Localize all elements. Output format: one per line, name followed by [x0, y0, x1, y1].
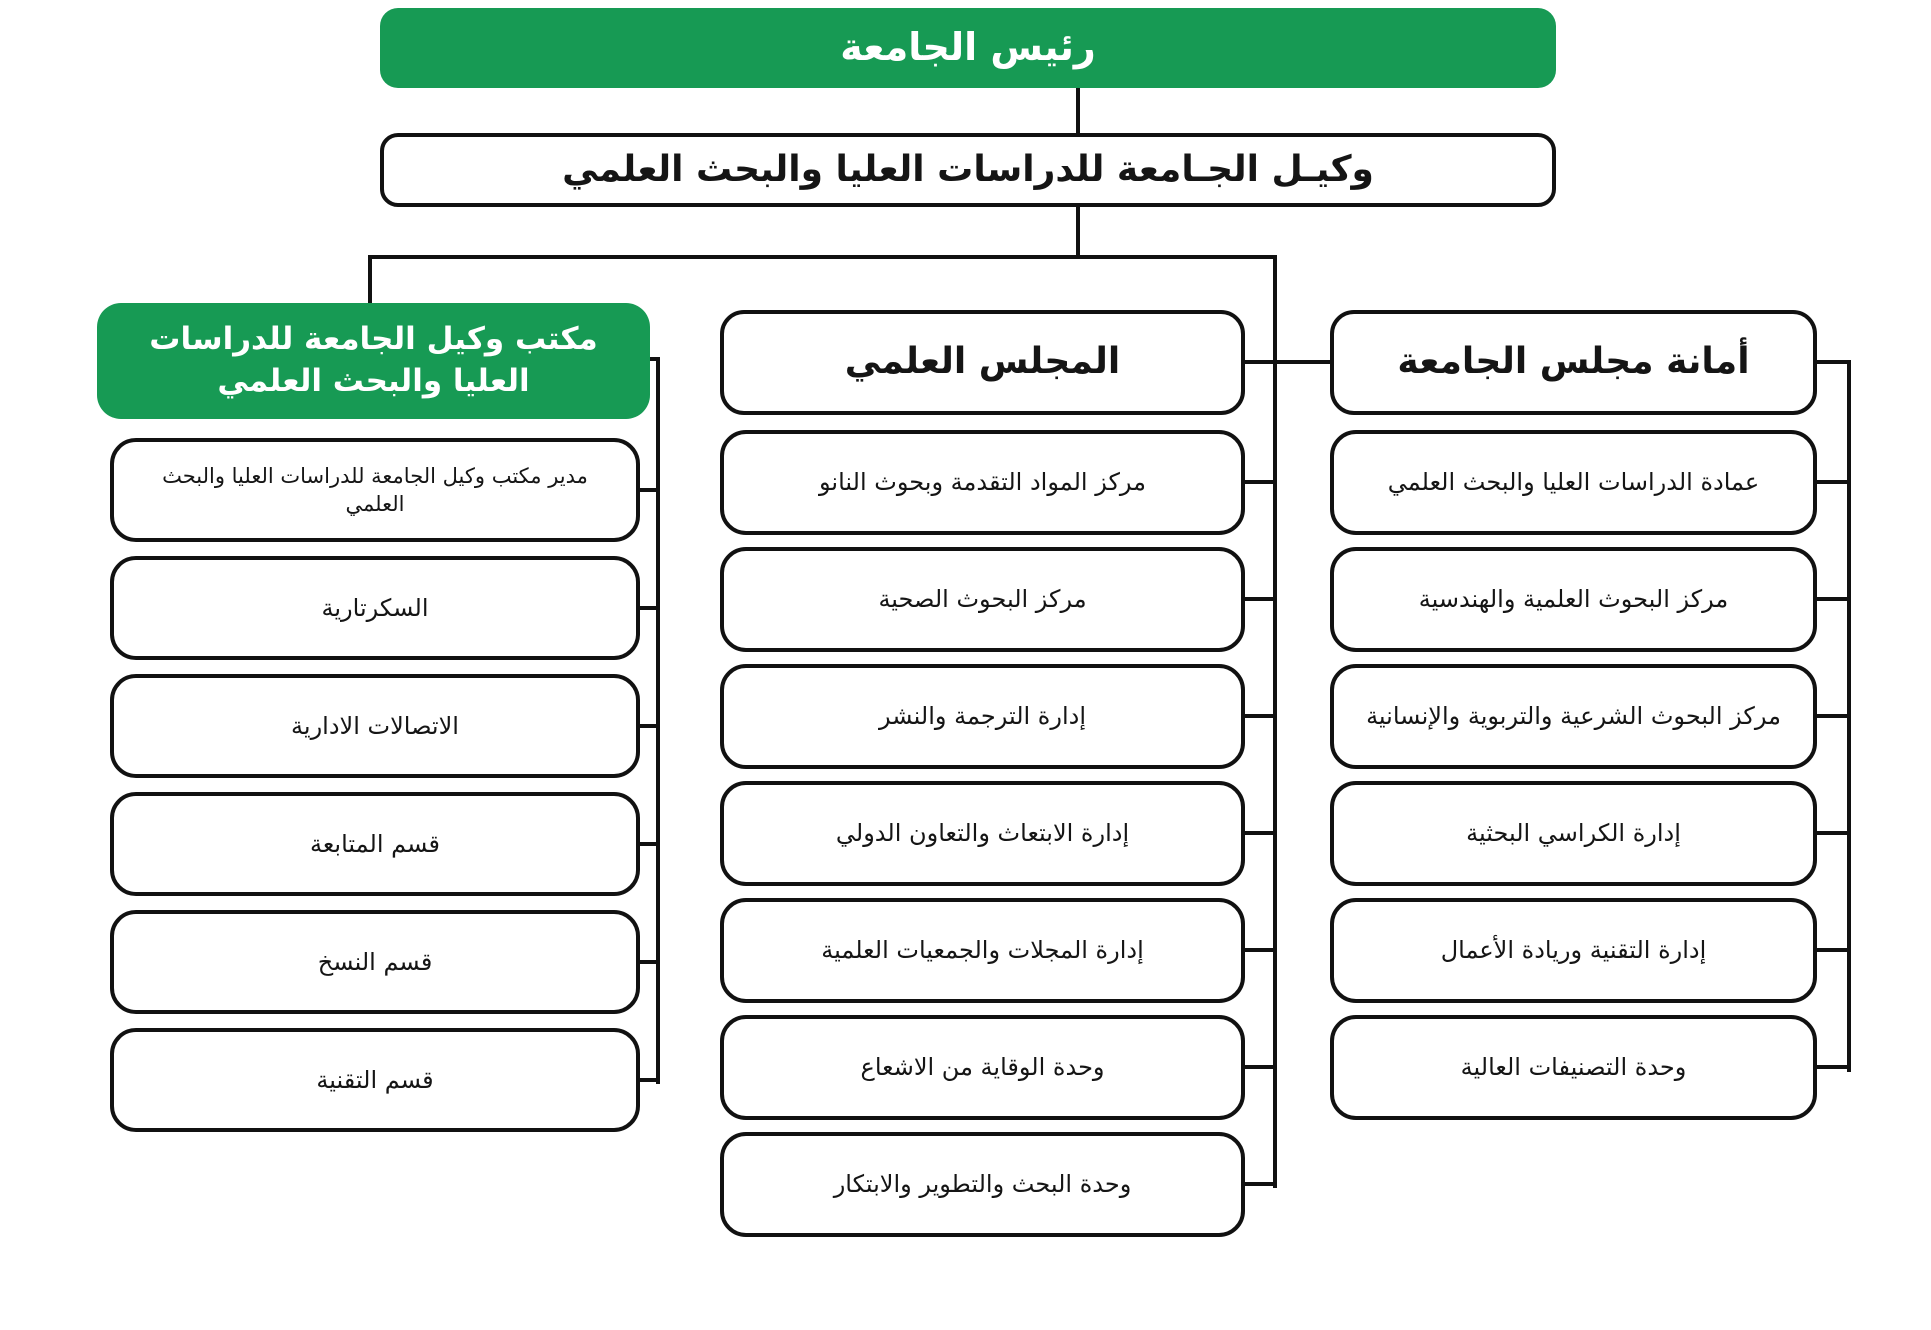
connector-stub — [1243, 1065, 1277, 1069]
node-technology-department — [110, 1028, 640, 1132]
connector-stub — [638, 488, 660, 492]
node-journals-scientific-societies — [720, 898, 1245, 1003]
node-rankings-unit — [1330, 1015, 1817, 1120]
connector-stub — [638, 1078, 660, 1082]
node-label: قسم المتابعة — [309, 829, 441, 858]
column-header-vice-president-office — [97, 303, 650, 419]
node-president — [380, 8, 1556, 88]
node-label: وحدة التصنيفات العالية — [1460, 1053, 1687, 1082]
connector-stub — [1243, 480, 1277, 484]
connector-stub — [1243, 597, 1277, 601]
connector-stub-secretariat-link — [1277, 360, 1330, 364]
node-label: مركز البحوث الصحية — [878, 585, 1087, 614]
connector-stub — [638, 960, 660, 964]
node-secretariat — [110, 556, 640, 660]
connector-stub — [638, 842, 660, 846]
connector-stub — [1815, 597, 1851, 601]
node-label: إدارة الابتعاث والتعاون الدولي — [835, 819, 1130, 848]
connector-stub — [1815, 714, 1851, 718]
connector-stub — [1243, 831, 1277, 835]
connector-distribution-line — [368, 255, 1277, 259]
connector-president-vice — [1076, 86, 1080, 135]
connector-stub — [1815, 831, 1851, 835]
connector-stub — [1815, 480, 1851, 484]
connector-stub — [1243, 948, 1277, 952]
node-health-research-center — [720, 547, 1245, 652]
connector-spine-left — [656, 357, 660, 1084]
node-label: رئيس الجامعة — [840, 25, 1096, 70]
node-technology-entrepreneurship — [1330, 898, 1817, 1003]
node-label: وحدة البحث والتطوير والابتكار — [833, 1170, 1132, 1199]
node-label: السكرتارية — [321, 593, 429, 622]
node-sharia-educational-humanities-research-center — [1330, 664, 1817, 769]
node-label: مركز المواد التقدمة وبحوث النانو — [819, 468, 1146, 497]
connector-drop-office-header — [368, 255, 372, 303]
node-advanced-materials-nano-center — [720, 430, 1245, 535]
node-scientific-engineering-research-center — [1330, 547, 1817, 652]
connector-stub — [1815, 1065, 1851, 1069]
connector-stub — [1243, 1182, 1277, 1186]
node-label: عمادة الدراسات العليا والبحث العلمي — [1387, 468, 1760, 497]
column-header-scientific-council — [720, 310, 1245, 415]
connector-spine-middle — [1273, 255, 1277, 1188]
node-label: مكتب وكيل الجامعة للدراسات العليا والبحث العلمي — [149, 321, 598, 399]
node-label: المجلس العلمي — [844, 341, 1121, 383]
connector-stub — [1815, 948, 1851, 952]
node-administrative-communications — [110, 674, 640, 778]
node-copying-department — [110, 910, 640, 1014]
node-graduate-studies-deanship — [1330, 430, 1817, 535]
connector-stub — [1243, 360, 1277, 364]
column-header-council-secretariat — [1330, 310, 1817, 415]
connector-stub — [638, 724, 660, 728]
node-radiation-protection-unit — [720, 1015, 1245, 1120]
node-label: قسم التقنية — [316, 1065, 434, 1094]
node-label: مركز البحوث الشرعية والتربوية والإنسانية — [1366, 702, 1781, 731]
node-label: إدارة المجلات والجمعيات العلمية — [821, 936, 1144, 965]
connector-vice-drop — [1076, 205, 1080, 259]
connector-stub — [638, 606, 660, 610]
node-label: أمانة مجلس الجامعة — [1397, 341, 1750, 383]
node-research-development-innovation-unit — [720, 1132, 1245, 1237]
node-label: وحدة الوقاية من الاشعاع — [860, 1053, 1105, 1082]
node-label: إدارة الكراسي البحثية — [1466, 819, 1681, 848]
node-research-chairs — [1330, 781, 1817, 886]
node-label: مدير مكتب وكيل الجامعة للدراسات العليا والبحث العلمي — [162, 463, 588, 516]
node-vice-president — [380, 133, 1556, 207]
connector-stub — [1243, 714, 1277, 718]
node-label: وكيـل الجـامعة للدراسات العليا والبحث العلمي — [562, 148, 1374, 190]
node-label: إدارة الترجمة والنشر — [879, 702, 1086, 731]
node-label: إدارة التقنية وريادة الأعمال — [1440, 936, 1707, 965]
node-office-director — [110, 438, 640, 542]
node-label: قسم النسخ — [317, 947, 433, 976]
node-label: الاتصالات الادارية — [291, 711, 459, 740]
node-translation-publishing — [720, 664, 1245, 769]
connector-stub — [1815, 360, 1851, 364]
node-label: مركز البحوث العلمية والهندسية — [1418, 585, 1729, 614]
node-follow-up-department — [110, 792, 640, 896]
node-scholarship-international-cooperation — [720, 781, 1245, 886]
